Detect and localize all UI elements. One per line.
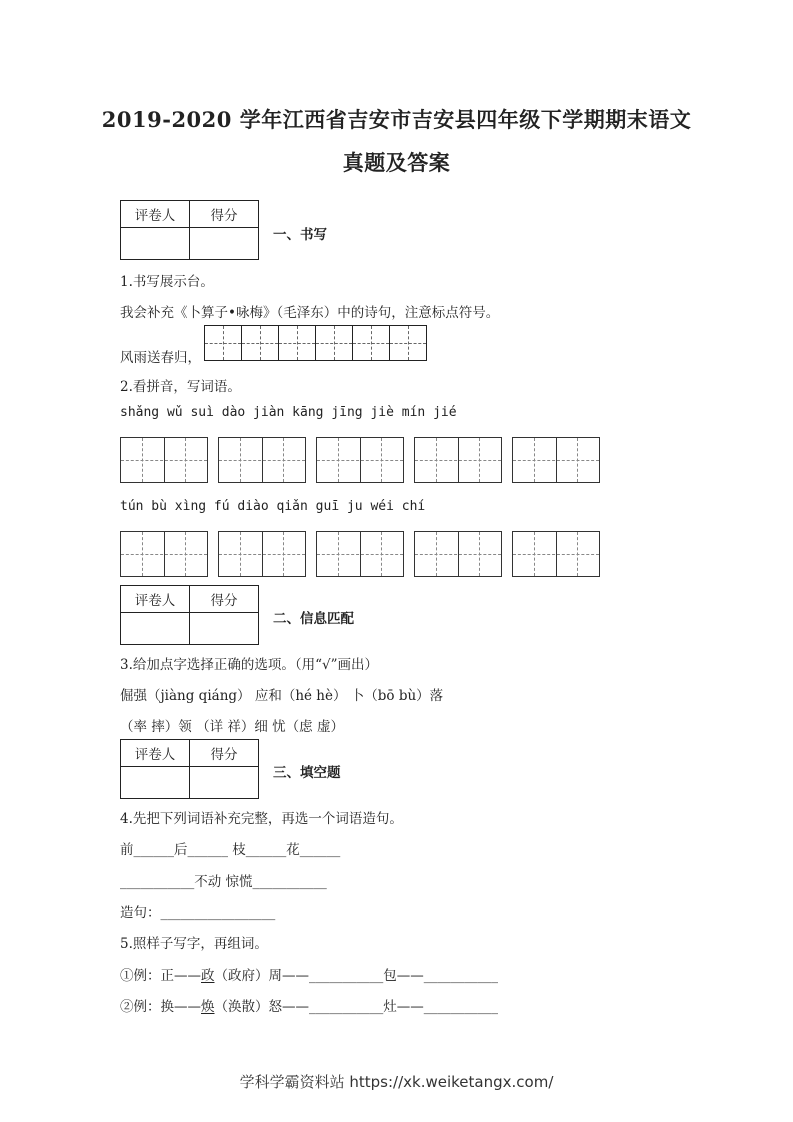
reviewer-field[interactable] <box>121 228 190 260</box>
writing-cell[interactable] <box>205 326 242 360</box>
word-box[interactable] <box>120 531 208 577</box>
word-box[interactable] <box>218 437 306 483</box>
q1-writing-grid[interactable] <box>204 325 427 361</box>
q2-pinyin-row1: shǎng wǔ suì dào jiàn kāng jīng jiè mín jié <box>120 405 457 420</box>
score-table-1 <box>120 200 259 260</box>
q3-line1[interactable]: 倔强（jiàng qiáng） 应和（hé hè） 卜（bō bù）落 <box>120 688 444 704</box>
q2-box-row2 <box>120 531 610 577</box>
q2-pinyin-row2: tún bù xìng fú diào qiǎn guī ju wéi chí <box>120 499 426 514</box>
q2-title: 2.看拼音，写词语。 <box>120 379 241 395</box>
reviewer-field[interactable] <box>121 613 190 645</box>
score-table-3 <box>120 739 259 799</box>
q5-ex1-char: 政 <box>201 968 215 984</box>
score-label: 得分 <box>190 201 259 228</box>
page-title-line2: 真题及答案 <box>342 150 451 175</box>
q4-sentence[interactable]: 造句：_________________ <box>120 905 276 921</box>
word-box[interactable] <box>512 531 600 577</box>
score-label: 得分 <box>190 586 259 613</box>
q5-title: 5.照样子写字，再组词。 <box>120 936 268 952</box>
word-box[interactable] <box>316 437 404 483</box>
q1-title: 1.书写展示台。 <box>120 274 214 290</box>
word-box[interactable] <box>512 437 600 483</box>
word-box[interactable] <box>218 531 306 577</box>
q5-ex2-prefix: ②例：换—— <box>120 999 201 1015</box>
q1-instruction: 我会补充《卜算子•咏梅》（毛泽东）中的诗句，注意标点符号。 <box>120 305 500 321</box>
reviewer-label: 评卷人 <box>121 740 190 767</box>
writing-cell[interactable] <box>353 326 390 360</box>
q5-ex1-prefix: ①例：正—— <box>120 968 201 984</box>
score-table-2 <box>120 585 259 645</box>
q5-example1[interactable] <box>120 964 498 984</box>
q4-line1[interactable]: 前______后______ 枝______花______ <box>120 842 341 858</box>
q5-ex1-rest: （政府）周——___________包——___________ <box>214 968 498 984</box>
reviewer-field[interactable] <box>121 767 190 799</box>
word-box[interactable] <box>316 531 404 577</box>
section-heading-2: 二、信息匹配 <box>273 611 354 627</box>
word-box[interactable] <box>414 437 502 483</box>
writing-cell[interactable] <box>279 326 316 360</box>
word-box[interactable] <box>120 437 208 483</box>
score-field[interactable] <box>190 228 259 260</box>
score-label: 得分 <box>190 740 259 767</box>
q5-example2[interactable] <box>120 995 498 1015</box>
writing-cell[interactable] <box>390 326 426 360</box>
word-box[interactable] <box>414 531 502 577</box>
q4-title: 4.先把下列词语补充完整，再选一个词语造句。 <box>120 811 403 827</box>
reviewer-label: 评卷人 <box>121 586 190 613</box>
writing-cell[interactable] <box>316 326 353 360</box>
q4-line2[interactable]: ___________不动 惊慌___________ <box>120 874 327 890</box>
q3-line2[interactable]: （率 摔）领 （详 祥）细 忧（虑 虚） <box>120 719 344 735</box>
score-field[interactable] <box>190 767 259 799</box>
q3-title: 3.给加点字选择正确的选项。（用“√”画出） <box>120 657 379 673</box>
footer-watermark: 学科学霸资料站 https://xk.weiketangx.com/ <box>239 1073 554 1091</box>
writing-cell[interactable] <box>242 326 279 360</box>
section-heading-1: 一、书写 <box>273 227 327 243</box>
q2-box-row1 <box>120 437 610 483</box>
page-title-line1: 2019-2020 学年江西省吉安市吉安县四年级下学期期末语文 <box>101 107 692 132</box>
q5-ex2-rest: （涣散）怒——___________灶——___________ <box>214 999 498 1015</box>
q1-prefix: 风雨送春归， <box>120 350 201 366</box>
section-heading-3: 三、填空题 <box>273 765 341 781</box>
reviewer-label: 评卷人 <box>121 201 190 228</box>
score-field[interactable] <box>190 613 259 645</box>
q5-ex2-char: 焕 <box>201 999 215 1015</box>
